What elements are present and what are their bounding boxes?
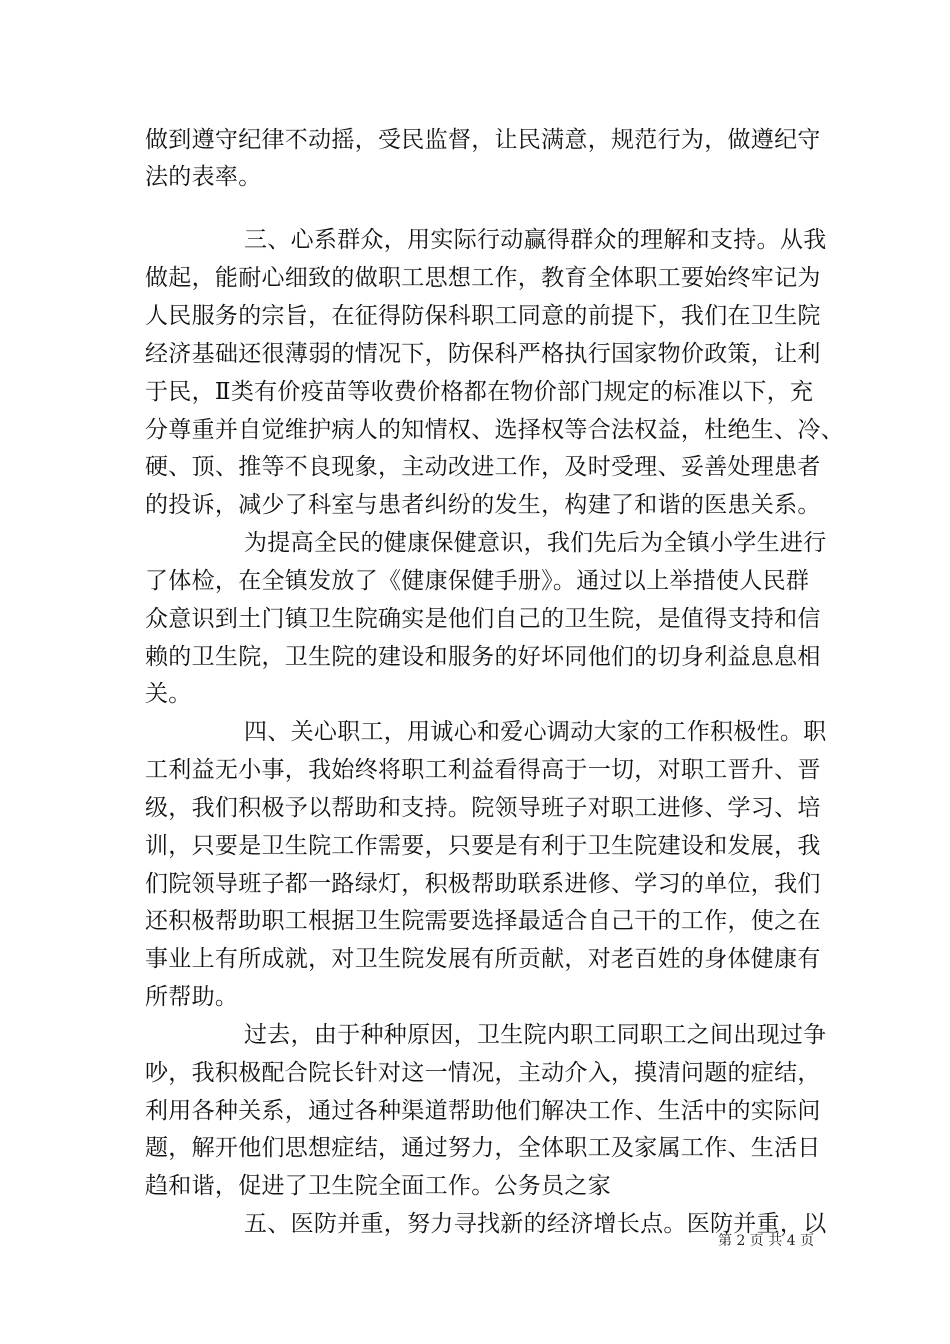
text-line: 于民，Ⅱ类有价疫苗等收费价格都在物价部门规定的标准以下，充 — [145, 379, 814, 405]
text-line: 吵，我积极配合院长针对这一情况，主动介入，摸清问题的症结， — [145, 1060, 821, 1086]
text-line: 做起，能耐心细致的做职工思想工作，教育全体职工要始终牢记为 — [145, 265, 821, 291]
text-line: 赖的卫生院，卫生院的建设和服务的好坏同他们的切身利益息息相 — [145, 644, 821, 670]
text-line: 过去，由于种种原因，卫生院内职工同职工之间出现过争 — [244, 1022, 827, 1048]
text-line: 级，我们积极予以帮助和支持。院领导班子对职工进修、学习、培 — [145, 795, 821, 821]
text-line: 人民服务的宗旨，在征得防保科职工同意的前提下，我们在卫生院 — [145, 303, 821, 329]
text-line: 三、心系群众，用实际行动赢得群众的理解和支持。从我 — [244, 227, 827, 253]
text-line: 趋和谐，促进了卫生院全面工作。公务员之家 — [145, 1173, 611, 1199]
text-line: 为提高全民的健康保健意识，我们先后为全镇小学生进行 — [244, 530, 827, 556]
text-line: 的投诉，减少了科室与患者纠纷的发生，构建了和谐的医患关系。 — [145, 492, 821, 518]
text-line: 事业上有所成就，对卫生院发展有所贡献，对老百姓的身体健康有 — [145, 946, 821, 972]
text-line: 工利益无小事，我始终将职工利益看得高于一切，对职工晋升、晋 — [145, 757, 821, 783]
text-line: 硬、顶、推等不良现象，主动改进工作，及时受理、妥善处理患者 — [145, 454, 821, 480]
text-line: 分尊重并自觉维护病人的知情权、选择权等合法权益，杜绝生、冷、 — [145, 417, 844, 443]
text-line: 五、医防并重，努力寻找新的经济增长点。医防并重，以 — [244, 1211, 827, 1237]
text-line: 利用各种关系，通过各种渠道帮助他们解决工作、生活中的实际问 — [145, 1098, 821, 1124]
text-line: 经济基础还很薄弱的情况下，防保科严格执行国家物价政策，让利 — [145, 341, 821, 367]
text-line: 做到遵守纪律不动摇，受民监督，让民满意，规范行为，做遵纪守 — [145, 127, 821, 153]
text-line: 四、关心职工，用诚心和爱心调动大家的工作积极性。职 — [244, 719, 827, 745]
text-line: 题，解开他们思想症结，通过努力，全体职工及家属工作、生活日 — [145, 1135, 821, 1161]
page-number-footer: 第 2 页 共 4 页 — [718, 1233, 815, 1249]
text-line: 还积极帮助职工根据卫生院需要选择最适合自己干的工作，使之在 — [145, 908, 821, 934]
text-line: 所帮助。 — [145, 984, 239, 1010]
text-line: 众意识到土门镇卫生院确实是他们自己的卫生院，是值得支持和信 — [145, 606, 821, 632]
text-line: 们院领导班子都一路绿灯，积极帮助联系进修、学习的单位，我们 — [145, 871, 821, 897]
text-line: 关。 — [145, 681, 192, 707]
text-line: 了体检，在全镇发放了《健康保健手册》。通过以上举措使人民群 — [145, 568, 810, 594]
text-line: 法的表率。 — [145, 164, 262, 190]
text-line: 训，只要是卫生院工作需要，只要是有利于卫生院建设和发展，我 — [145, 833, 821, 859]
